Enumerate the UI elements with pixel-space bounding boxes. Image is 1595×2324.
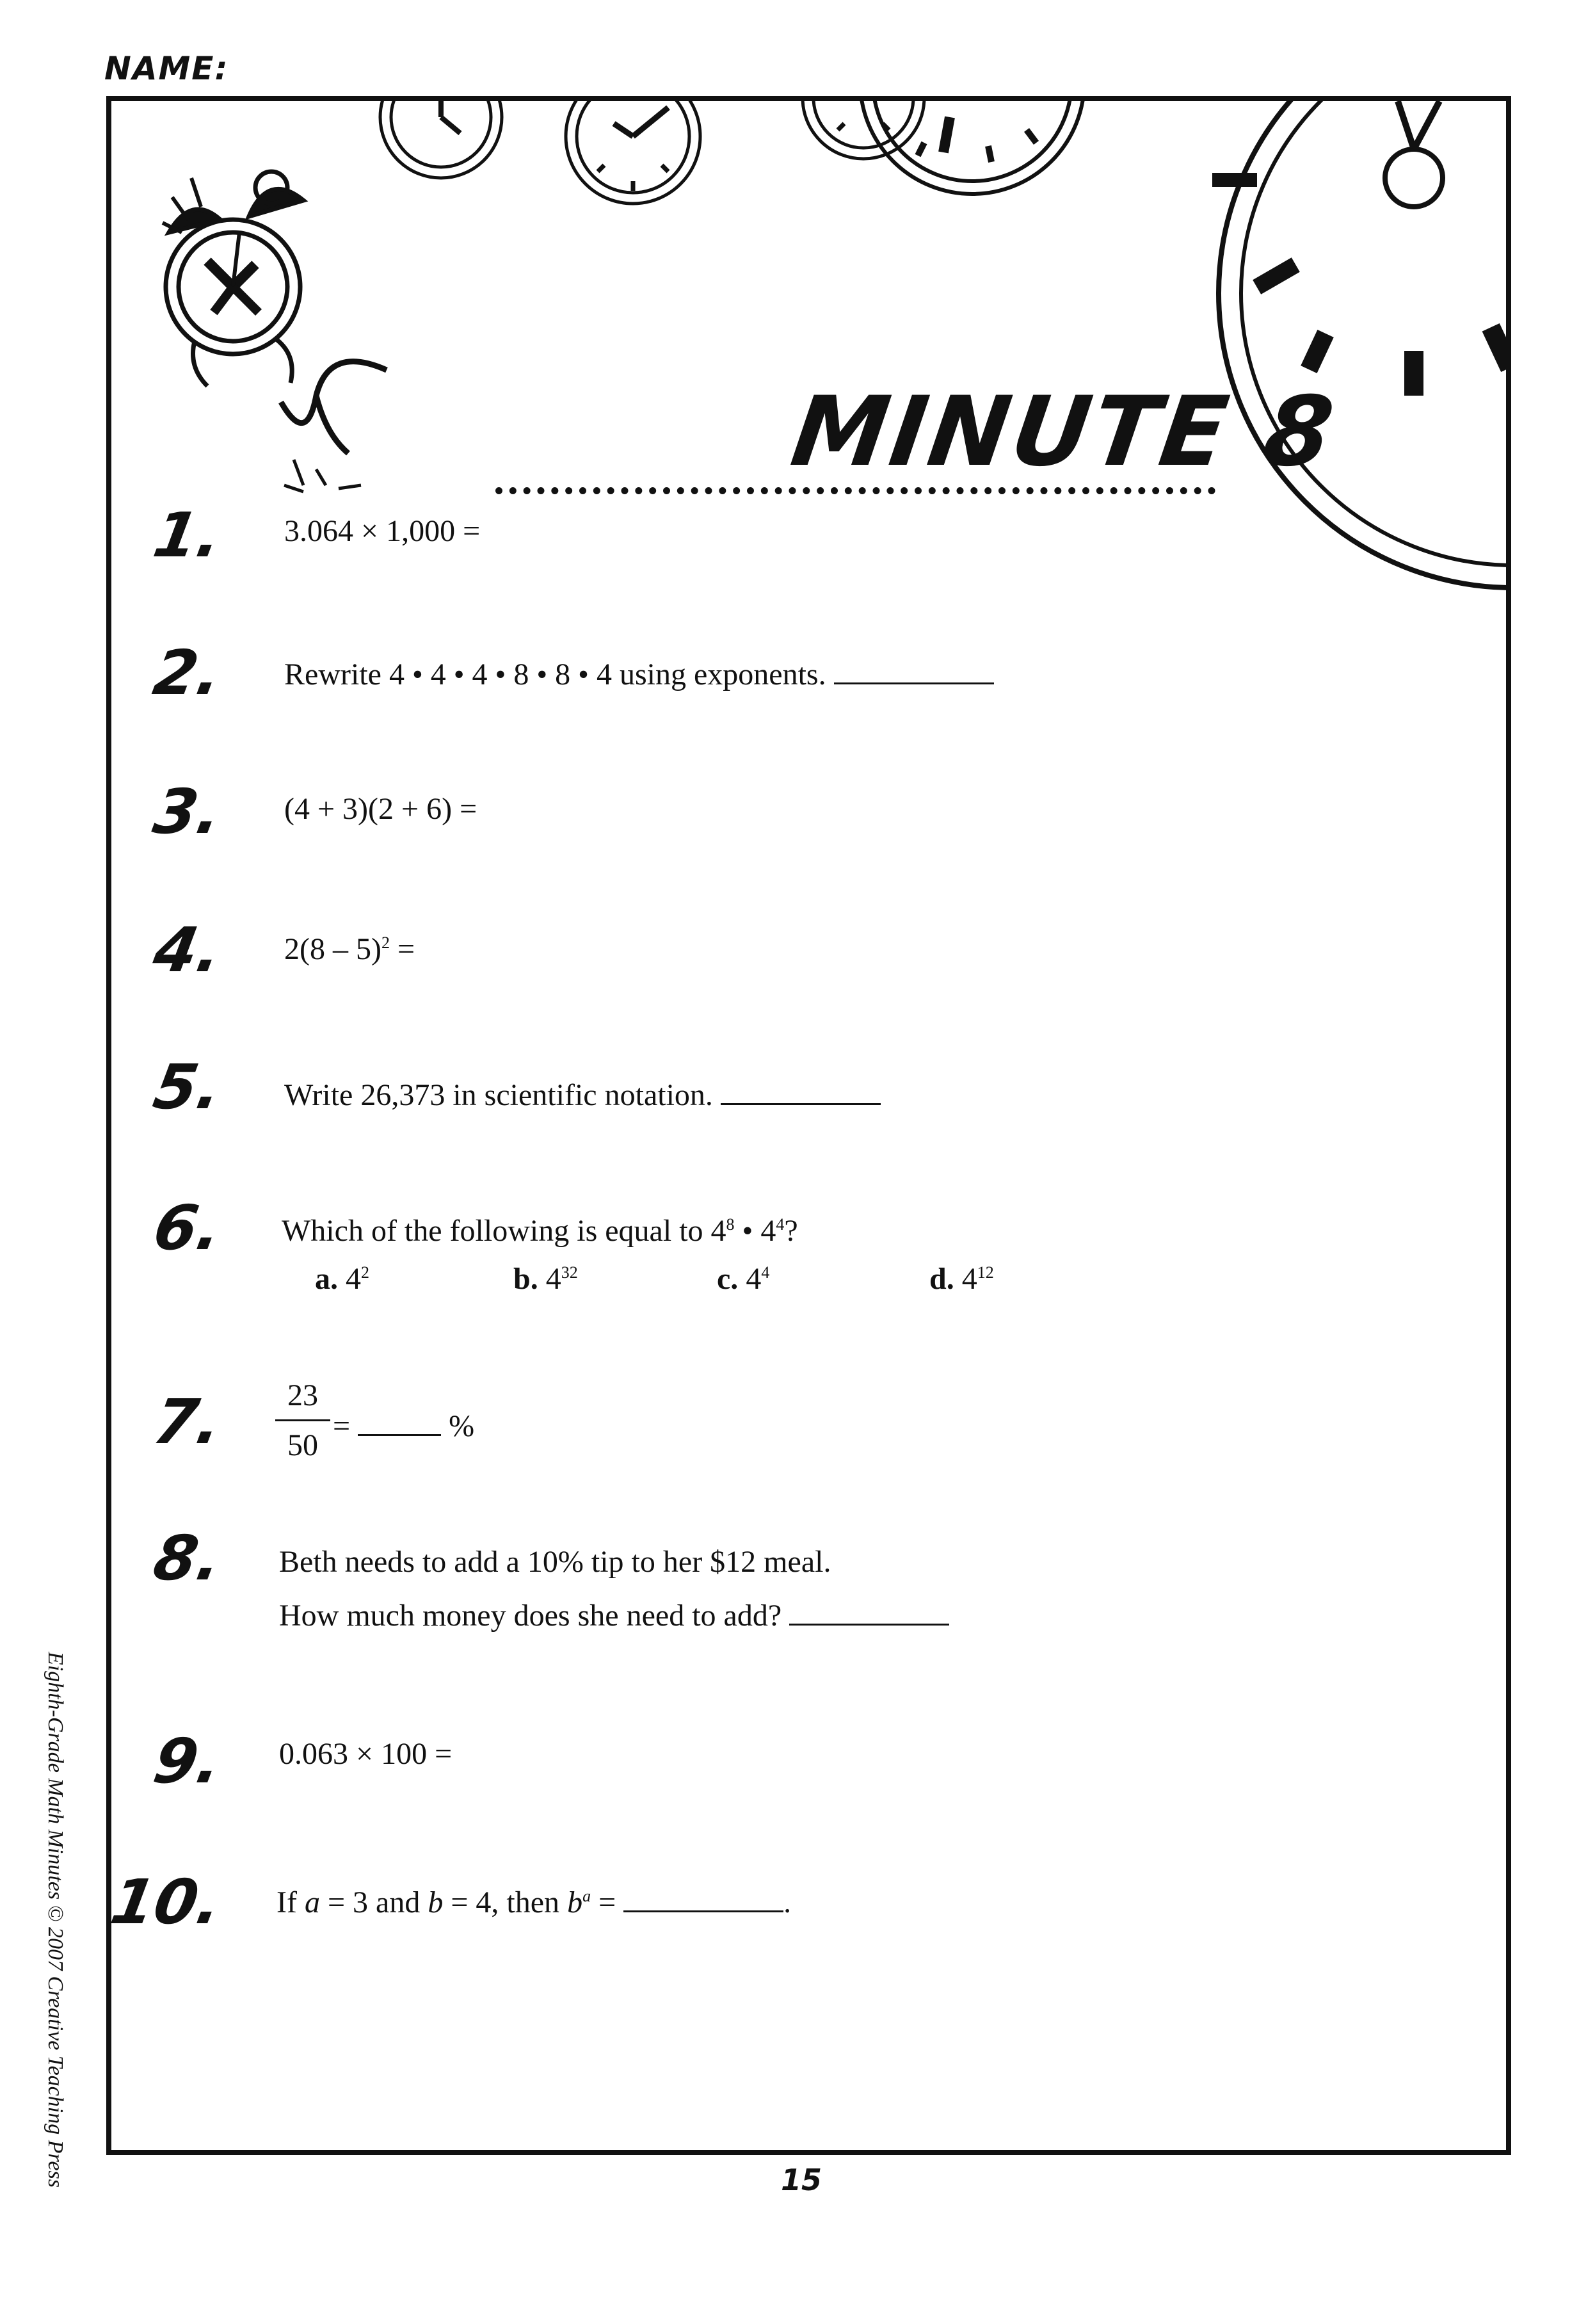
choice-exponent: 12	[977, 1263, 994, 1282]
choice-letter: c.	[717, 1262, 739, 1296]
equals-sign: =	[389, 932, 415, 966]
expression: 2(8 – 5)	[284, 932, 381, 966]
question-number: 6.	[148, 1192, 227, 1264]
choice-base: 4	[961, 1262, 977, 1296]
question-prompt-mid: = 3 and	[319, 1885, 428, 1919]
question-prompt-mid: = 4, then	[443, 1885, 568, 1919]
question-prompt: Write 26,373 in scientific notation.	[284, 1078, 713, 1112]
alarm-clock-icon	[163, 172, 387, 492]
question-text	[284, 932, 415, 967]
answer-blank[interactable]	[623, 1880, 783, 1912]
question-text: 3.064 × 1,000 =	[284, 514, 481, 548]
worksheet-frame	[106, 96, 1511, 2155]
fraction-bar	[275, 1419, 330, 1421]
clock-icon	[860, 101, 1084, 194]
question-text: 0.063 × 100 =	[279, 1737, 453, 1771]
question-text	[282, 1213, 798, 1248]
question-number: 3.	[148, 776, 227, 848]
choice-b[interactable]	[513, 1261, 578, 1296]
choice-a[interactable]	[315, 1261, 369, 1296]
page-title: MINUTE 8	[785, 376, 1343, 488]
variable-b: b	[428, 1885, 444, 1919]
variable-a: a	[304, 1885, 320, 1919]
question-prompt: How much money does she need to add?	[279, 1599, 782, 1633]
choice-letter: a.	[315, 1262, 338, 1296]
equals-sign: =	[333, 1409, 351, 1443]
exponent: a	[582, 1887, 591, 1905]
question-number: 8.	[148, 1522, 227, 1594]
question-prompt-mid: • 4	[734, 1214, 776, 1248]
choice-exponent: 4	[761, 1263, 770, 1282]
question-mark: ?	[784, 1214, 798, 1248]
choice-d[interactable]	[929, 1261, 994, 1296]
choice-base: 4	[746, 1262, 762, 1296]
question-number: 2.	[148, 637, 227, 709]
exponent: 4	[776, 1215, 785, 1234]
question-line-2	[279, 1593, 949, 1633]
answer-blank[interactable]	[721, 1072, 881, 1105]
choice-base: 4	[545, 1262, 561, 1296]
exponent: 2	[381, 933, 390, 952]
period: .	[783, 1885, 792, 1919]
fraction-denominator: 50	[287, 1428, 318, 1462]
question-prompt: If	[277, 1885, 305, 1919]
question-text	[284, 1072, 881, 1113]
clock-icon	[566, 101, 700, 204]
choice-letter: d.	[929, 1262, 954, 1296]
choice-exponent: 2	[361, 1263, 369, 1282]
question-number: 5.	[148, 1051, 227, 1123]
choice-c[interactable]	[717, 1261, 769, 1296]
percent-sign: %	[449, 1409, 475, 1443]
choice-base: 4	[346, 1262, 361, 1296]
exponent: 8	[726, 1215, 735, 1234]
clock-icon	[380, 101, 502, 178]
title-dotted-underline	[495, 487, 1215, 494]
question-text	[333, 1403, 474, 1444]
answer-blank[interactable]	[834, 652, 994, 684]
question-text: (4 + 3)(2 + 6) =	[284, 792, 477, 826]
question-text	[277, 1880, 791, 1920]
answer-blank[interactable]	[789, 1593, 949, 1626]
large-clock-icon	[1212, 101, 1511, 588]
question-number: 7.	[148, 1386, 227, 1458]
name-label: NAME:	[104, 50, 229, 87]
question-prompt: Which of the following is equal to 4	[282, 1214, 726, 1248]
question-line-1: Beth needs to add a 10% tip to her $12 meal.	[279, 1545, 831, 1579]
question-prompt: Rewrite 4 • 4 • 4 • 8 • 8 • 4 using exponents.	[284, 658, 826, 691]
equals-sign: =	[591, 1885, 616, 1919]
choice-letter: b.	[513, 1262, 538, 1296]
fraction-numerator: 23	[287, 1378, 318, 1412]
question-number: 1.	[148, 499, 227, 571]
fraction	[275, 1378, 330, 1463]
variable-b: b	[567, 1885, 583, 1919]
question-number: 4.	[148, 914, 227, 986]
choice-exponent: 32	[561, 1263, 578, 1282]
side-credit: Eighth-Grade Math Minutes © 2007 Creative Teaching Press	[44, 1652, 67, 2188]
page-number: 15	[781, 2163, 822, 2197]
question-number: 9.	[148, 1725, 227, 1797]
answer-blank[interactable]	[358, 1403, 441, 1436]
question-text	[284, 652, 994, 692]
question-number: 10.	[106, 1866, 227, 1938]
